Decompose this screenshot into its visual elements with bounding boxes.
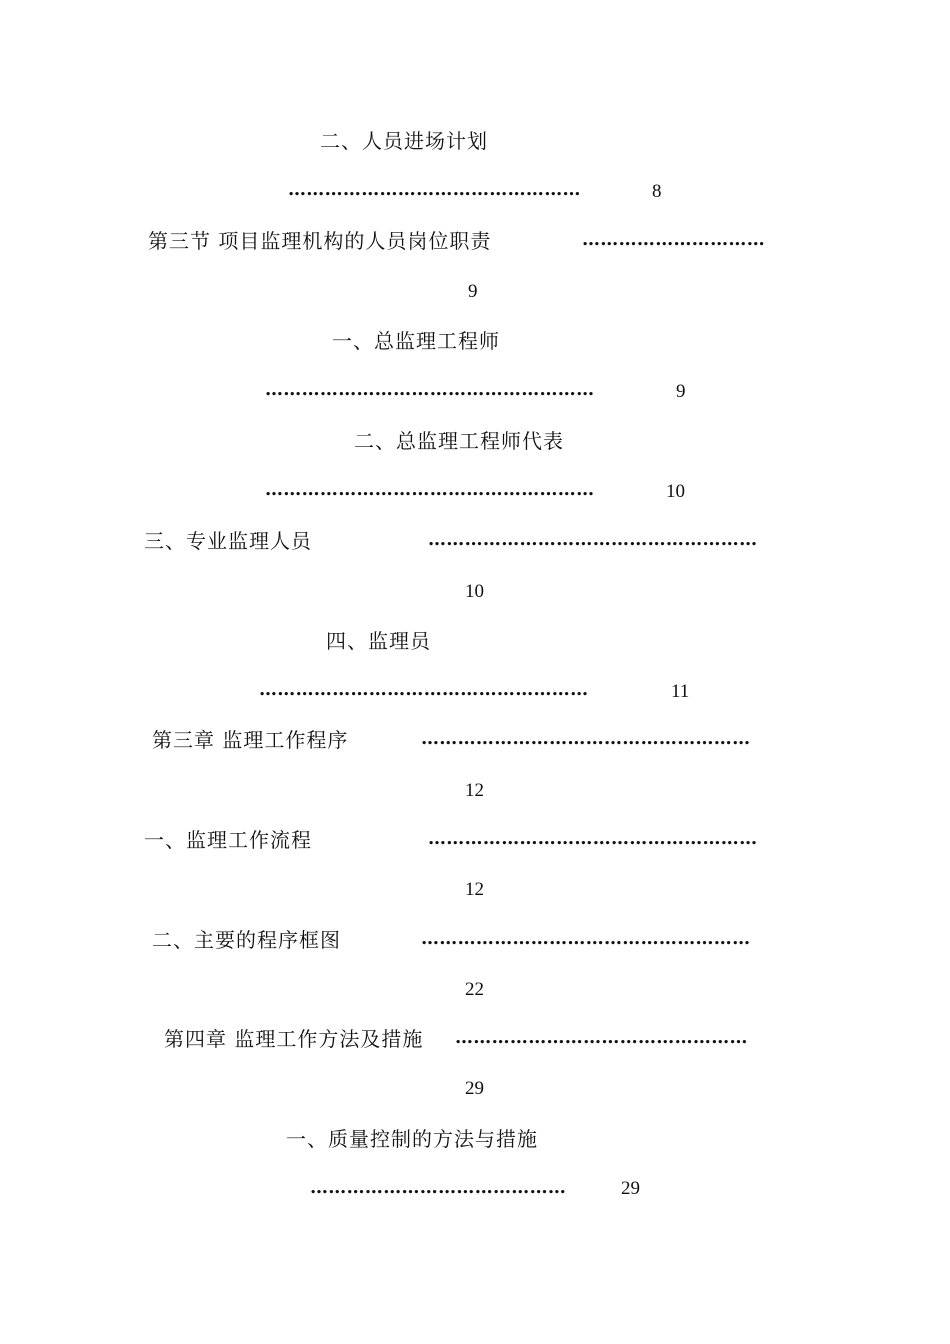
toc-leader-dots: ……………………………………………… — [421, 928, 751, 949]
toc-page-number: 9 — [468, 281, 478, 302]
toc-leader-dots: ………………………………………… — [455, 1027, 748, 1048]
toc-page-number: 12 — [465, 780, 484, 801]
toc-leader-dots: ……………………………………………… — [259, 679, 589, 700]
toc-entry-title: 四、监理员 — [326, 629, 431, 653]
toc-page-number: 10 — [465, 581, 484, 602]
toc-leader-dots: ……………………………………………… — [265, 379, 595, 400]
toc-page-number: 10 — [666, 481, 685, 502]
toc-entry-title: 第三章 监理工作程序 — [152, 728, 349, 752]
toc-entry-title: 第三节 项目监理机构的人员岗位职责 — [148, 229, 492, 253]
toc-entry-title: 二、主要的程序框图 — [152, 928, 341, 952]
toc-entry-title: 一、总监理工程师 — [332, 329, 500, 353]
toc-entry-title: 三、专业监理人员 — [144, 529, 312, 553]
toc-entry-title: 一、质量控制的方法与措施 — [286, 1127, 538, 1151]
toc-entry-title: 第四章 监理工作方法及措施 — [164, 1027, 424, 1051]
toc-leader-dots: ……………………………………………… — [428, 529, 758, 550]
toc-page-number: 11 — [671, 681, 690, 702]
toc-leader-dots: ………………………… — [582, 229, 765, 250]
toc-entry-title: 二、人员进场计划 — [320, 129, 488, 153]
toc-page-number: 12 — [465, 879, 484, 900]
toc-entry-title: 二、总监理工程师代表 — [354, 429, 564, 453]
toc-leader-dots: ……………………………………………… — [428, 828, 758, 849]
toc-page-number: 8 — [652, 181, 662, 202]
toc-page-number: 22 — [465, 979, 484, 1000]
toc-leader-dots: ………………………………………… — [288, 179, 581, 200]
toc-leader-dots: ……………………………………………… — [265, 479, 595, 500]
toc-leader-dots: …………………………………… — [310, 1177, 567, 1198]
toc-page-number: 9 — [676, 381, 686, 402]
toc-leader-dots: ……………………………………………… — [421, 728, 751, 749]
toc-page-number: 29 — [621, 1178, 640, 1199]
toc-page-number: 29 — [465, 1078, 484, 1099]
toc-entry-title: 一、监理工作流程 — [144, 828, 312, 852]
